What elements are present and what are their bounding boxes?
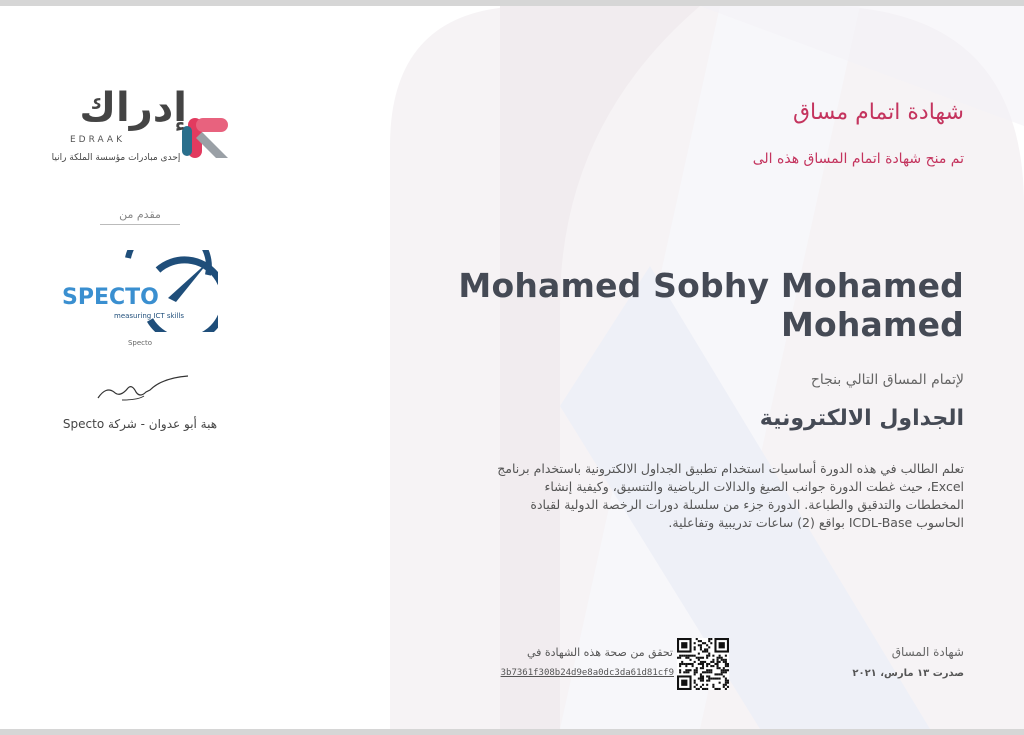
course-name: الجداول الالكترونية <box>759 406 964 431</box>
specto-logo-text: SPECTO <box>62 285 159 310</box>
specto-logo-icon <box>58 250 218 332</box>
recipient-name: Mohamed Sobhy Mohamed Mohamed <box>458 266 964 344</box>
awarded-line: تم منح شهادة اتمام المساق هذه الى <box>752 151 964 167</box>
edraak-wordmark: إدراك <box>79 85 187 131</box>
verify-link[interactable]: 3b7361f308b24d9e8a0dc3da61d81cf9 <box>500 668 674 678</box>
course-description: تعلم الطالب في هذه الدورة أساسيات استخدام تطبيق الجداول الالكترونية باستخدام برنامج Excel، حيث غطت الدورة جوانب الصيغ والدالات الرياضية والتنسيق، وكيفية إنشاء المخططات والتدقيق والطباعة. الدورة جزء من سلسلة دورات الرخصة الدولية لقيادة الحاسوب ICDL-Base بواقع (2) ساعات تدريبية وتفاعلية. <box>497 461 964 530</box>
qr-code-icon <box>677 638 729 690</box>
specto-logo-tagline: measuring ICT skills <box>114 312 185 320</box>
signatory-name: هبة أبو عدوان - شركة Specto <box>62 417 218 431</box>
verify-text: تحقق من صحة هذه الشهادة في <box>526 646 673 659</box>
issue-date: صدرت ١٣ مارس، ٢٠٢١ <box>852 668 964 679</box>
certificate-title: شهادة اتمام مساق <box>792 100 964 125</box>
presented-by-label: مقدم من <box>100 208 180 225</box>
signature-icon <box>92 370 192 406</box>
edraak-tagline: إحدى مبادرات مؤسسة الملكة رانيا <box>51 153 181 163</box>
edraak-latin-wordmark: EDRAAK <box>70 135 125 145</box>
completion-line: لإتمام المساق التالي بنجاح <box>810 372 964 388</box>
specto-caption: Specto <box>127 339 153 347</box>
certificate <box>0 6 1024 729</box>
certificate-footer-label: شهادة المساق <box>891 645 964 659</box>
